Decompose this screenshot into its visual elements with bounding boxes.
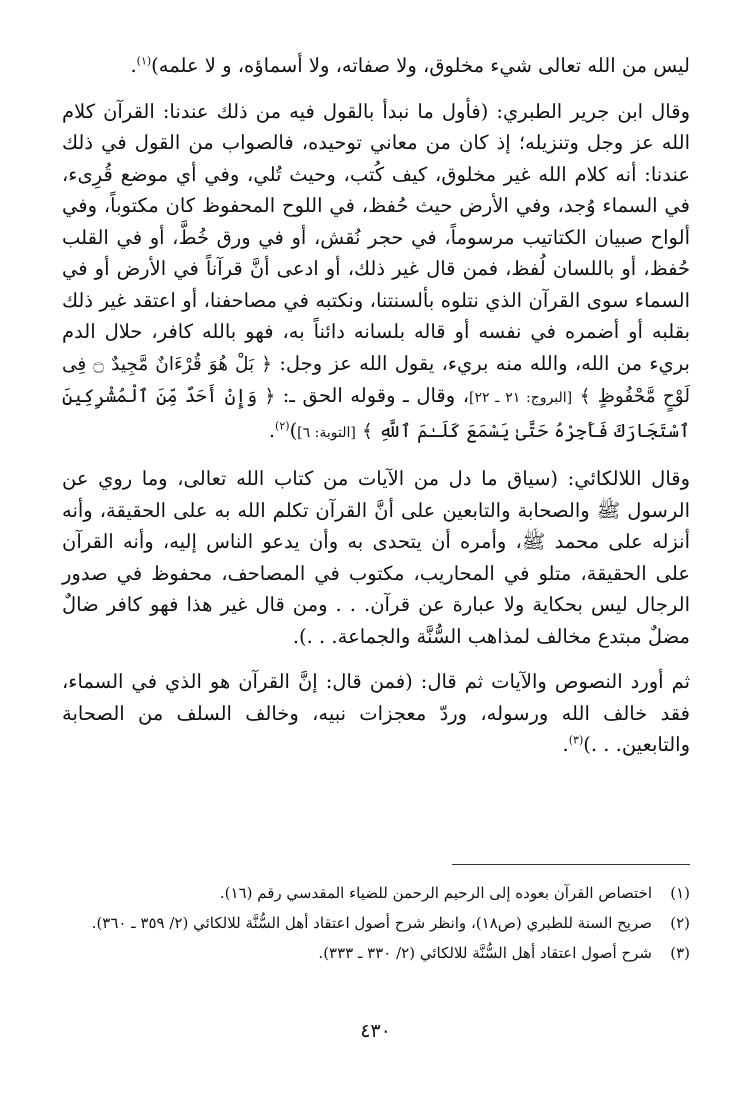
paragraph-2-tail: . [268, 418, 276, 442]
quran-ref-2: [التوبة: ٦] [297, 424, 356, 441]
paragraph-2-mid: ، وقال ـ وقوله الحق ـ: [282, 384, 469, 407]
quran-verse-1: ﴿ بَلْ هُوَ قُرْءَانٌ مَّجِيدٌ ۝ فِى لَوْحٍ مَّحْفُوظٍ ﴾ [62, 353, 690, 407]
footnote-item [62, 880, 690, 906]
footnote-ref-2: (٢) [275, 419, 290, 432]
main-text [62, 50, 690, 761]
paragraph-4 [62, 666, 690, 761]
footnote-number: (٢) [670, 914, 690, 932]
paragraph-2-close: ) [289, 418, 298, 442]
footnote-number: (١) [670, 884, 690, 902]
quran-verse-2: ﴿ وَإِنْ أَحَدٌ مِّنَ ٱلْمُشْرِكِينَ ٱسْتَجَارَكَ فَأَجِرْهُ حَتَّىٰ يَسْمَعَ كَلَـٰمَ ٱللَّهِ ﴾ [62, 386, 690, 442]
footnote-item [62, 940, 690, 966]
footnote-text: صريح السنة للطبري (ص١٨)، وانظر شرح أصول اعتقاد أهل السُّنَّة للالكائي (٢/ ٣٥٩ ـ ٣٦٠). [91, 914, 652, 932]
paragraph-1 [62, 50, 690, 82]
footnote-divider [452, 864, 690, 865]
page-number: ٤٣٠ [360, 1020, 391, 1042]
footnotes [62, 880, 690, 970]
paragraph-2-text: وقال ابن جرير الطبري: (فأول ما نبدأ بالقول فيه من ذلك عندنا: القرآن كلام الله عز وجل وتنزيله؛ إذ كان من معاني توحيده، فالصواب من القول في ذلك عندنا: أنه كلام الله غير مخلوق، كيف كُتب، وحيث تُلي، وفي أي موضع قُرِىء، في السماء وُجد، وفي الأرض حيث حُفظ، في اللوح المحفوظ كان مكتوباً، وفي ألواح صبيان الكتاتيب مرسوماً، في حجر نُقش، أو في ورق خُطَّ، أو في القلب حُفظ، أو باللسان لُفظ، فمن قال غير ذلك، أو ادعى أنَّ قرآناً في الأرض أو في السماء سوى القرآن الذي نتلوه بألسنتنا، ونكتبه في مصاحفنا، أو اعتقد غير ذلك بقلبه أو أضمره في نفسه أو قاله بلسانه دائناً به، فهو بالله كافر، حلال الدم بريء من الله، والله منه بريء، يقول الله عز وجل: [62, 99, 690, 375]
paragraph-1-tail: . [130, 54, 137, 77]
footnote-item [62, 910, 690, 936]
paragraph-4-text: ثم أورد النصوص والآيات ثم قال: (فمن قال: إنَّ القرآن هو الذي في السماء، فقد خالف الله ورسوله، وردّ معجزات نبيه، وخالف السلف من الصحابة والتابعين. . .) [62, 670, 690, 756]
footnote-text: اختصاص القرآن بعوده إلى الرحيم الرحمن للضياء المقدسي رقم (١٦). [219, 884, 652, 902]
paragraph-1-text: ليس من الله تعالى شيء مخلوق، ولا صفاته، ولا أسماؤه، و لا علمه) [151, 54, 690, 77]
footnote-ref-3: (٣) [568, 733, 584, 747]
footnote-text: شرح أصول اعتقاد أهل السُّنَّة للالكائي (٢/ ٣٣٠ ـ ٣٣٣). [318, 944, 652, 962]
quran-ref-1: [البروج: ٢١ ـ ٢٢] [469, 390, 573, 406]
footnote-ref-1: (١) [136, 54, 152, 68]
paragraph-2 [62, 96, 690, 450]
paragraph-3-text: وقال اللالكائي: (سياق ما دل من الآيات من كتاب الله تعالى، وما روي عن الرسول ﷺ والصحابة والتابعين على أنَّ القرآن تكلم الله به على الحقيقة، وأنه أنزله على محمد ﷺ، وأمره أن يتحدى به وأن يدعو الناس إليه، وأنه القرآن على الحقيقة، متلو في المحاريب، مكتوب في المصاحف، محفوظ في صدور الرجال ليس بحكاية ولا عبارة عن قرآن. . . ومن قال غير هذا فهو كافر ضالٌ مضلٌ مبتدع مخالف لمذاهب السُّنَّة والجماعة. . .). [62, 467, 690, 648]
paragraph-4-tail: . [562, 733, 569, 756]
footnote-number: (٣) [670, 944, 690, 962]
paragraph-3 [62, 463, 690, 652]
